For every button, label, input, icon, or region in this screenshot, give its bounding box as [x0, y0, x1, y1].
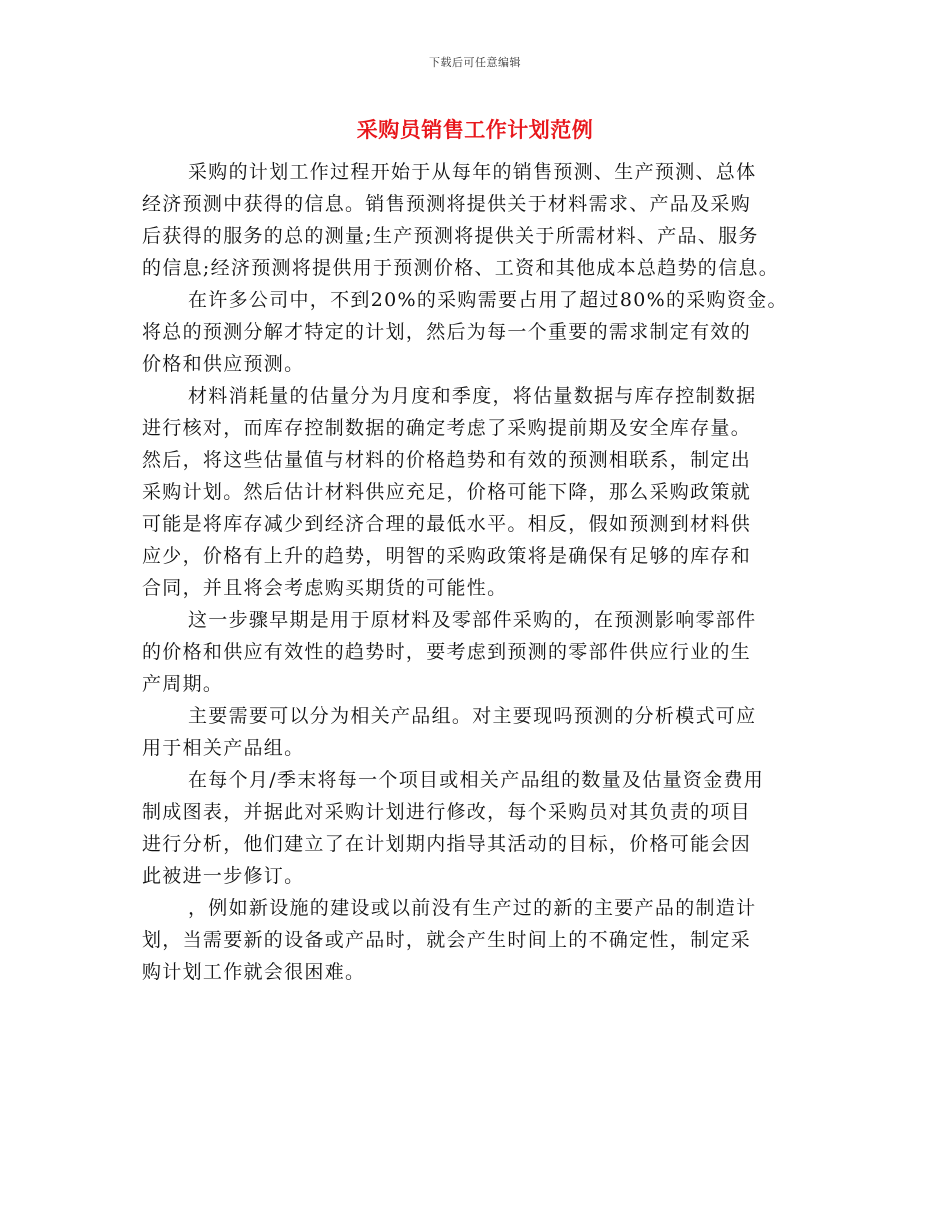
header-note: 下载后可任意编辑 [429, 56, 521, 69]
paragraph-line: 合同，并且将会考虑购买期货的可能性。 [142, 577, 508, 599]
document-body [142, 156, 822, 988]
paragraph-line: 然后，将这些估量值与材料的价格趋势和有效的预测相联系，制定出 [142, 449, 752, 471]
paragraph-line: 制成图表，并据此对采购计划进行修改，每个采购员对其负责的项目 [142, 801, 752, 823]
paragraph-line: 进行分析，他们建立了在计划期内指导其活动的目标，价格可能会因 [142, 833, 752, 855]
paragraph-line: 材料消耗量的估量分为月度和季度，将估量数据与库存控制数据 [188, 385, 757, 407]
paragraph-line: 产周期。 [142, 673, 224, 695]
paragraph-line: 经济预测中获得的信息。销售预测将提供关于材料需求、产品及采购 [142, 193, 752, 215]
paragraph-line: 进行核对，而库存控制数据的确定考虑了采购提前期及安全库存量。 [142, 417, 752, 439]
paragraph-5 [142, 700, 822, 764]
paragraph-line: 可能是将库存减少到经济合理的最低水平。相反，假如预测到材料供 [142, 513, 752, 535]
paragraph-line: 此被进一步修订。 [142, 865, 305, 887]
paragraph-line: 的价格和供应有效性的趋势时，要考虑到预测的零部件供应行业的生 [142, 641, 752, 663]
paragraph-2 [142, 284, 822, 380]
paragraph-line: 价格和供应预测。 [142, 353, 305, 375]
paragraph-line: 用于相关产品组。 [142, 737, 305, 759]
paragraph-line: 在每个月/季末将每一个项目或相关产品组的数量及估量资金费用 [188, 769, 765, 791]
paragraph-line: 购计划工作就会很困难。 [142, 961, 366, 983]
document-title: 采购员销售工作计划范例 [356, 118, 594, 142]
paragraph-line: 主要需要可以分为相关产品组。对主要现吗预测的分析模式可应 [188, 705, 757, 727]
paragraph-line: 的信息;经济预测将提供用于预测价格、工资和其他成本总趋势的信息。 [142, 257, 780, 279]
paragraph-6 [142, 764, 822, 892]
paragraph-line: 将总的预测分解才特定的计划，然后为每一个重要的需求制定有效的 [142, 321, 752, 343]
paragraph-line: 应少，价格有上升的趋势，明智的采购政策将是确保有足够的库存和 [142, 545, 752, 567]
paragraph-line: 划，当需要新的设备或产品时，就会产生时间上的不确定性，制定采 [142, 929, 752, 951]
paragraph-line: 在许多公司中，不到20%的采购需要占用了超过80%的采购资金。 [188, 289, 788, 311]
paragraph-line: 这一步骤早期是用于原材料及零部件采购的，在预测影响零部件 [188, 609, 757, 631]
paragraph-line: ，例如新设施的建设或以前没有生产过的新的主要产品的制造计 [188, 897, 757, 919]
paragraph-line: 采购的计划工作过程开始于从每年的销售预测、生产预测、总体 [188, 161, 757, 183]
paragraph-4 [142, 604, 822, 700]
paragraph-line: 采购计划。然后估计材料供应充足，价格可能下降，那么采购政策就 [142, 481, 752, 503]
paragraph-7 [142, 892, 822, 988]
paragraph-1 [142, 156, 822, 284]
paragraph-3 [142, 380, 822, 604]
paragraph-line: 后获得的服务的总的测量;生产预测将提供关于所需材料、产品、服务 [142, 225, 759, 247]
